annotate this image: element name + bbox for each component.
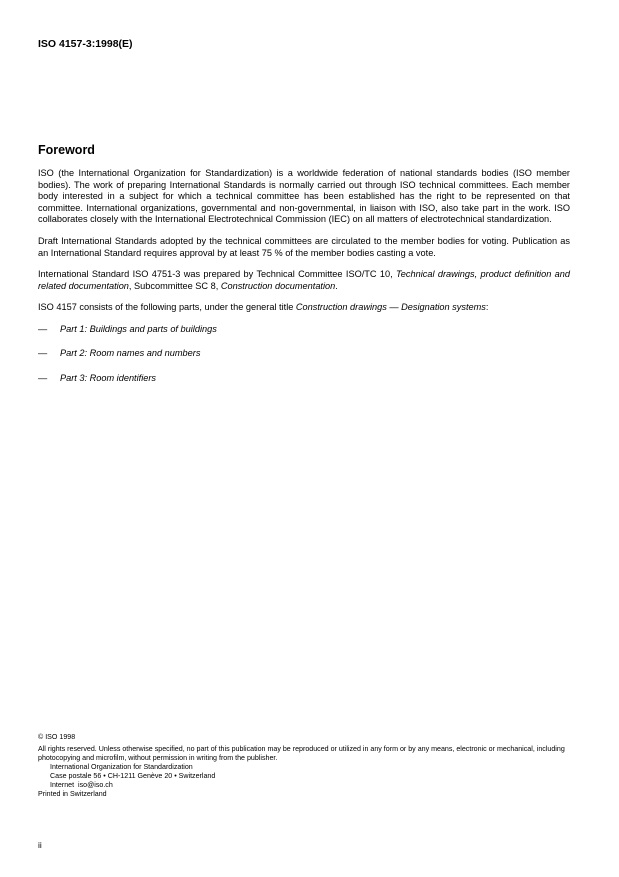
p4-text-c: : xyxy=(485,302,489,313)
internet-row xyxy=(38,781,583,790)
part-3-title: Part 3: Room identifiers xyxy=(60,372,156,383)
copyright-notice: © ISO 1998 xyxy=(38,733,76,741)
part-2-title: Part 2: Room names and numbers xyxy=(60,348,201,359)
list-item xyxy=(38,324,570,336)
p3-text-a: International Standard ISO 4751-3 was prepared by Technical Committee ISO/TC 10, xyxy=(38,269,397,280)
foreword-paragraph-4 xyxy=(38,302,570,314)
rights-statement: All rights reserved. Unless otherwise specified, no part of this publication may be reproduced or utilized in any form or by any means, electronic or mechanical, including photocopying and microfilm, without permission in writing from the publisher. xyxy=(38,745,565,762)
p3-text-e: . xyxy=(335,280,338,291)
p4-general-title: Construction drawings — Designation systems xyxy=(295,302,486,313)
foreword-paragraph-2: Draft International Standards adopted by the technical committees are circulated to the member bodies for voting. Publication as an International Standard requires approval by at least 75 % of the member bodies casting a vote. xyxy=(38,235,570,258)
part-1-title: Part 1: Buildings and parts of buildings xyxy=(60,323,217,334)
foreword-title: Foreword xyxy=(38,143,95,157)
document-id: ISO 4157-3:1998(E) xyxy=(38,38,133,50)
foreword-paragraph-1: ISO (the International Organization for Standardization) is a worldwide federation of national standards bodies (ISO member bodies). The work of preparing International Standards is normally carried out through ISO technical committees. Each member body interested in a subject for which a technical committee has been established has the right to be represented on that committee. International organizations, governmental and non-governmental, in liaison with ISO, also take part in the work. ISO collaborates closely with the International Electrotechnical Commission (IEC) on all matters of electrotechnical standardization. xyxy=(38,168,570,225)
list-item xyxy=(38,373,570,385)
list-dash: — xyxy=(38,372,48,383)
list-item xyxy=(38,348,570,360)
list-dash: — xyxy=(38,323,48,334)
org-name: International Organization for Standardization xyxy=(50,763,193,771)
internet-label: Internet xyxy=(50,781,75,789)
page-number: ii xyxy=(38,840,42,850)
parts-list xyxy=(38,324,570,384)
printed-in: Printed in Switzerland xyxy=(38,790,107,798)
p3-committee-title: Technical drawings, product definition and related documentation xyxy=(38,269,570,291)
foreword-paragraph-3 xyxy=(38,269,570,292)
foreword-section xyxy=(38,143,570,397)
p4-text-a: ISO 4157 consists of the following parts, under the general title xyxy=(38,302,296,313)
copyright-block xyxy=(38,733,583,799)
p3-text-c: , Subcommittee SC 8, xyxy=(128,280,221,291)
list-dash: — xyxy=(38,348,48,359)
p3-subcommittee-title: Construction documentation xyxy=(220,280,336,291)
internet-email: iso@iso.ch xyxy=(78,781,113,789)
org-address: Case postale 56 • CH-1211 Genève 20 • Switzerland xyxy=(50,772,216,780)
